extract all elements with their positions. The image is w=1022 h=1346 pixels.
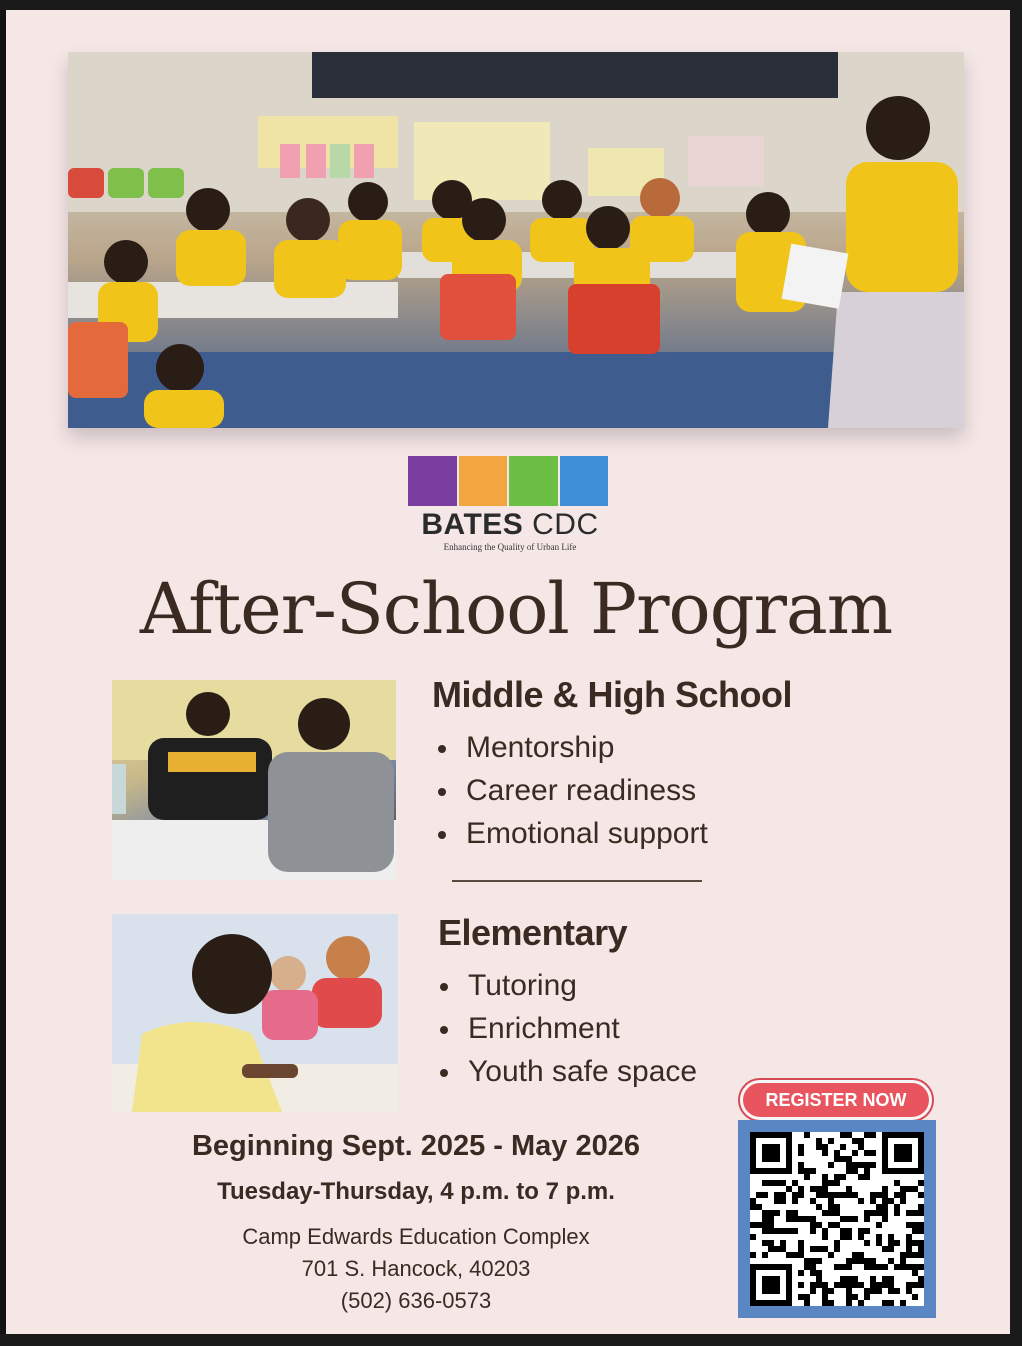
qr-code-pattern: [750, 1132, 924, 1306]
qr-code-image: [750, 1132, 924, 1306]
hero-photo-illustration: [68, 52, 964, 428]
location-phone[interactable]: (502) 636-0573: [340, 1288, 492, 1313]
mentorship-photo: [112, 680, 396, 880]
logo-house-icon: [509, 456, 558, 506]
location-address: 701 S. Hancock, 40203: [301, 1256, 531, 1281]
section-heading-elementary: Elementary: [438, 912, 628, 953]
bates-cdc-logo: [408, 456, 612, 556]
mentorship-photo-illustration: [112, 680, 396, 880]
section-heading-middle-high: Middle & High School: [432, 674, 792, 715]
logo-skyline-icon: [560, 456, 609, 506]
list-item: Career readiness: [434, 769, 708, 812]
top-frame-bar: [0, 0, 1022, 10]
location-name: Camp Edwards Education Complex: [242, 1224, 590, 1249]
program-title: After-School Program: [139, 568, 893, 650]
program-hours: Tuesday-Thursday, 4 p.m. to 7 p.m.: [217, 1178, 615, 1205]
middle-high-list: [434, 726, 708, 855]
elementary-photo-illustration: [112, 914, 398, 1112]
flyer: [6, 10, 1010, 1334]
registration-qr-code[interactable]: [738, 1120, 936, 1318]
register-now-button[interactable]: REGISTER NOW: [740, 1080, 932, 1120]
section-divider: [452, 880, 702, 882]
list-item: Enrichment: [436, 1007, 697, 1050]
hero-classroom-photo: [68, 52, 964, 428]
logo-building-icon: [408, 456, 457, 506]
logo-tagline: Enhancing the Quality of Urban Life: [443, 542, 577, 552]
logo-family-icon: [459, 456, 508, 506]
logo-name: BATES CDC: [421, 508, 599, 541]
bottom-frame-bar: [0, 1334, 1022, 1346]
list-item: Emotional support: [434, 812, 708, 855]
logo-icon-blocks: [408, 456, 608, 506]
list-item: Mentorship: [434, 726, 708, 769]
right-frame-bar: [1010, 0, 1022, 1346]
list-item: Youth safe space: [436, 1050, 697, 1093]
list-item: Tutoring: [436, 964, 697, 1007]
program-dates: Beginning Sept. 2025 - May 2026: [191, 1130, 641, 1162]
elementary-list: [436, 964, 697, 1093]
elementary-photo: [112, 914, 398, 1112]
